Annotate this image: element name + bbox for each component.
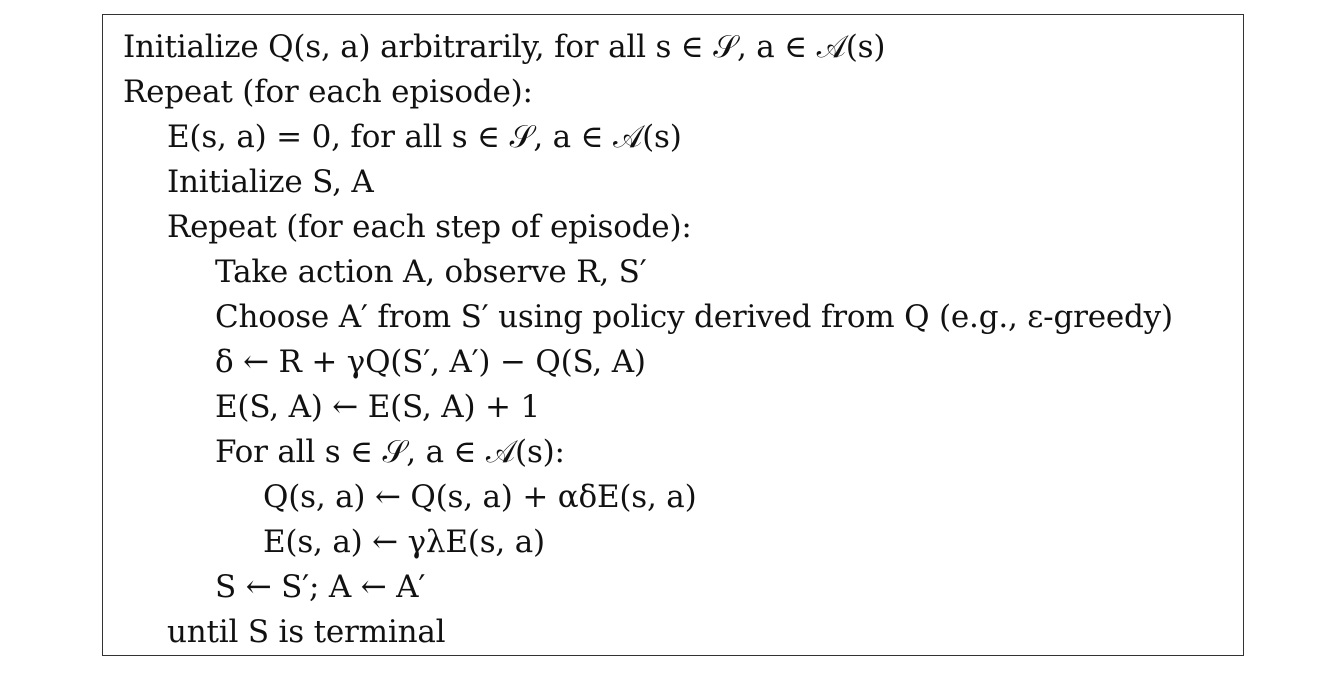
algorithm-line-14: until S is terminal: [167, 614, 446, 650]
algorithm-line-7: Choose A′ from S′ using policy derived from Q (e.g., ε-greedy): [215, 299, 1173, 335]
algorithm-line-6: Take action A, observe R, S′: [215, 254, 647, 290]
algorithm-line-9: E(S, A) ← E(S, A) + 1: [215, 389, 540, 425]
algorithm-box: [102, 14, 1244, 656]
algorithm-line-11: Q(s, a) ← Q(s, a) + αδE(s, a): [263, 479, 697, 515]
algorithm-line-3: E(s, a) = 0, for all s ∈ 𝒮, a ∈ 𝒜(s): [167, 119, 682, 155]
algorithm-line-10: For all s ∈ 𝒮, a ∈ 𝒜(s):: [215, 434, 565, 470]
algorithm-line-13: S ← S′; A ← A′: [215, 569, 426, 605]
algorithm-line-2: Repeat (for each episode):: [123, 74, 533, 110]
algorithm-line-8: δ ← R + γQ(S′, A′) − Q(S, A): [215, 344, 646, 380]
algorithm-line-5: Repeat (for each step of episode):: [167, 209, 692, 245]
algorithm-line-4: Initialize S, A: [167, 164, 374, 200]
algorithm-line-12: E(s, a) ← γλE(s, a): [263, 524, 545, 560]
algorithm-line-1: Initialize Q(s, a) arbitrarily, for all s ∈ 𝒮, a ∈ 𝒜(s): [123, 29, 886, 65]
